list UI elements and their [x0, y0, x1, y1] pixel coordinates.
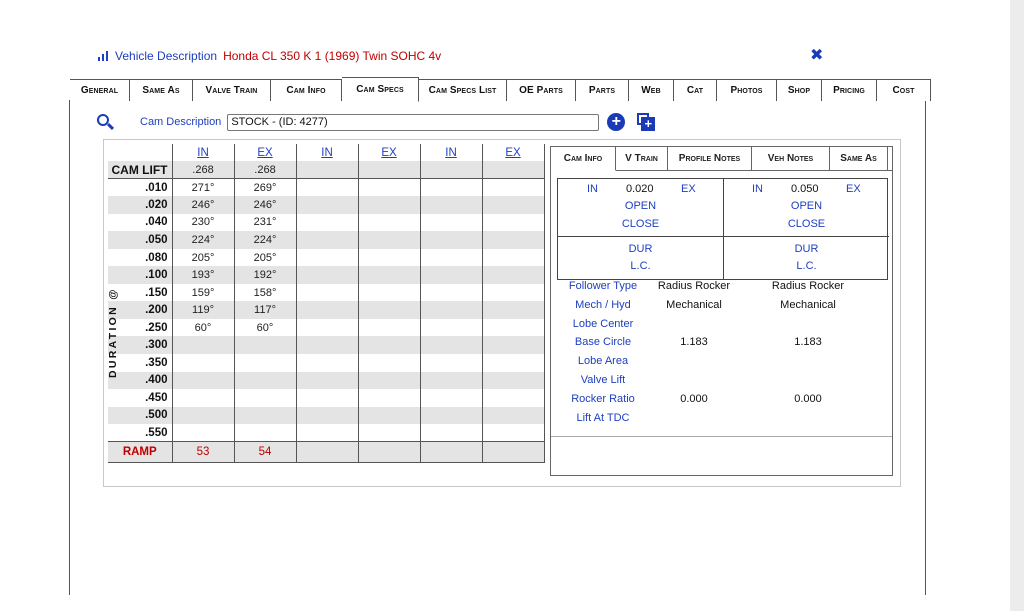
duration-lift-label: .010	[145, 181, 168, 194]
duration-cell[interactable]	[296, 354, 358, 372]
duration-cell[interactable]	[358, 284, 420, 302]
tab-cam-info[interactable]: Cam Info	[271, 80, 342, 101]
duration-cell[interactable]: 192°	[234, 266, 296, 284]
duration-cell[interactable]	[296, 196, 358, 214]
duration-row	[108, 284, 544, 302]
duration-row	[108, 319, 544, 337]
timing-left	[558, 179, 723, 279]
duration-cell[interactable]: 205°	[172, 249, 234, 267]
tab-shop[interactable]: Shop	[777, 80, 822, 101]
tab-cost[interactable]: Cost	[877, 80, 931, 101]
spec-row	[551, 393, 894, 412]
tab-parts[interactable]: Parts	[576, 80, 629, 101]
duration-cell[interactable]	[358, 266, 420, 284]
duration-cell[interactable]	[420, 266, 482, 284]
duration-cell[interactable]	[358, 424, 420, 442]
timing-right-lift: 0.050	[791, 183, 819, 195]
duration-cell[interactable]	[296, 266, 358, 284]
cam-info-panel	[550, 146, 893, 476]
duration-label: DURATION @	[107, 287, 119, 378]
spec-row	[551, 318, 894, 337]
duration-cell[interactable]	[482, 214, 544, 232]
tab-oe-parts[interactable]: OE Parts	[507, 80, 576, 101]
duration-cell[interactable]	[420, 372, 482, 390]
cam-lift-value[interactable]	[482, 161, 544, 179]
duration-row	[108, 424, 544, 442]
spec-row	[551, 374, 894, 393]
ramp-label: RAMP	[108, 442, 172, 463]
duration-cell[interactable]	[482, 319, 544, 337]
spec-value-ex[interactable]: 0.000	[794, 392, 822, 405]
col-header-in[interactable]: IN	[197, 146, 209, 159]
duration-cell[interactable]	[358, 319, 420, 337]
duration-cell[interactable]	[296, 179, 358, 197]
timing-right-dur: DUR	[794, 243, 819, 255]
spec-value-in[interactable]: 0.000	[680, 392, 708, 405]
spec-value-in[interactable]: Mechanical	[666, 298, 722, 311]
spec-label: Lobe Area	[577, 355, 629, 368]
tab-cat[interactable]: Cat	[674, 80, 717, 101]
duration-cell[interactable]	[420, 424, 482, 442]
spec-value-in[interactable]: Radius Rocker	[657, 280, 731, 292]
duration-cell[interactable]	[482, 196, 544, 214]
duration-cell[interactable]: 231°	[234, 214, 296, 232]
duration-cell[interactable]	[358, 231, 420, 249]
duration-cell[interactable]	[482, 301, 544, 319]
col-header-ex[interactable]: EX	[381, 146, 397, 159]
duration-cell[interactable]	[420, 336, 482, 354]
duration-lift-label: .500	[108, 407, 172, 425]
duration-cell[interactable]	[358, 179, 420, 197]
spec-value-ex[interactable]: 1.183	[794, 336, 822, 349]
spec-label: Follower Type	[568, 280, 638, 292]
duration-lift-label: .100	[108, 266, 172, 284]
timing-right-open: OPEN	[790, 200, 823, 212]
duration-row	[108, 231, 544, 249]
tab-valve-train[interactable]: Valve Train	[193, 80, 271, 101]
cam-lift-label: CAM LIFT	[108, 161, 172, 179]
timing-left-in: IN	[587, 183, 598, 195]
signal-bars-icon	[98, 51, 108, 61]
grid-col-header	[234, 144, 296, 161]
duration-cell[interactable]	[482, 179, 544, 197]
duration-row	[108, 354, 544, 372]
duration-cell[interactable]	[172, 407, 234, 425]
duration-cell[interactable]	[358, 389, 420, 407]
duration-cell[interactable]	[234, 424, 296, 442]
duration-cell[interactable]: 119°	[172, 301, 234, 319]
duration-cell[interactable]	[482, 266, 544, 284]
panel-tab-profile-notes[interactable]: Profile Notes	[668, 147, 752, 171]
vehicle-header	[98, 49, 441, 63]
duration-cell[interactable]: 205°	[234, 249, 296, 267]
duration-cell[interactable]	[358, 372, 420, 390]
duration-cell[interactable]	[296, 249, 358, 267]
duration-cell[interactable]	[420, 407, 482, 425]
copy-icon[interactable]: +	[637, 113, 655, 131]
cam-info-tabs	[551, 147, 892, 171]
duration-cell[interactable]	[234, 354, 296, 372]
duration-row	[108, 372, 544, 390]
tab-photos[interactable]: Photos	[717, 80, 777, 101]
cam-lift-value[interactable]	[420, 161, 482, 179]
duration-row	[108, 266, 544, 284]
duration-cell[interactable]	[234, 407, 296, 425]
duration-cell[interactable]	[358, 249, 420, 267]
search-icon[interactable]	[96, 113, 114, 131]
duration-cell[interactable]: 159°	[172, 284, 234, 302]
duration-cell[interactable]	[358, 407, 420, 425]
grid-header-row	[108, 144, 544, 161]
duration-cell[interactable]	[358, 336, 420, 354]
spec-row	[551, 336, 894, 355]
ramp-value[interactable]	[482, 442, 544, 463]
duration-cell[interactable]	[420, 319, 482, 337]
duration-lift-label: .080	[145, 251, 168, 264]
panel-tab-veh-notes[interactable]: Veh Notes	[752, 147, 830, 171]
duration-lift-label: .050	[108, 231, 172, 249]
duration-lift-label: .250	[145, 321, 168, 334]
duration-cell[interactable]: 246°	[172, 196, 234, 214]
timing-box	[557, 178, 888, 280]
duration-cell[interactable]: 117°	[234, 301, 296, 319]
tab-general[interactable]: General	[70, 80, 130, 101]
duration-cell[interactable]	[482, 231, 544, 249]
vehicle-description-value: Honda CL 350 K 1 (1969) Twin SOHC 4v	[223, 49, 442, 63]
panel-tab-cam-info[interactable]: Cam Info	[551, 147, 616, 171]
duration-cell[interactable]	[420, 179, 482, 197]
duration-cell[interactable]	[482, 372, 544, 390]
grid-col-header	[296, 144, 358, 161]
duration-cell[interactable]	[420, 231, 482, 249]
col-header-ex[interactable]: EX	[257, 146, 273, 159]
timing-right-ex: EX	[846, 183, 861, 195]
spec-label: Mech / Hyd	[575, 298, 631, 311]
duration-cell[interactable]: 60°	[172, 319, 234, 337]
spec-label: Rocker Ratio	[571, 392, 635, 405]
panel-tab-v-train[interactable]: V Train	[616, 147, 668, 171]
cam-lift-value[interactable]: .268	[234, 161, 296, 179]
cam-description-input[interactable]	[227, 114, 599, 131]
duration-cell[interactable]	[482, 354, 544, 372]
timing-right	[723, 179, 888, 279]
spec-row	[551, 280, 894, 299]
duration-cell[interactable]	[482, 284, 544, 302]
timing-right-in: IN	[752, 183, 763, 195]
spec-value-ex[interactable]: Radius Rocker	[771, 280, 845, 292]
tab-web[interactable]: Web	[629, 80, 674, 101]
duration-cell[interactable]: 269°	[234, 179, 296, 197]
duration-lift-label: .350	[145, 356, 168, 369]
duration-cell[interactable]	[296, 301, 358, 319]
duration-cell[interactable]	[358, 301, 420, 319]
duration-cell[interactable]	[234, 389, 296, 407]
duration-lift-label: .300	[108, 336, 172, 354]
spec-label: Valve Lift	[580, 373, 626, 386]
spec-row	[551, 412, 894, 431]
tab-pricing[interactable]: Pricing	[822, 80, 877, 101]
cam-description-row	[96, 112, 655, 132]
duration-grid	[108, 144, 545, 463]
cam-lift-value[interactable]: .268	[172, 161, 234, 179]
grid-corner	[108, 144, 172, 161]
duration-cell[interactable]	[358, 196, 420, 214]
spec-label: Lift At TDC	[576, 411, 630, 424]
duration-cell[interactable]	[420, 214, 482, 232]
main-tabs	[70, 79, 931, 101]
cam-lift-value[interactable]	[296, 161, 358, 179]
cam-description-label: Cam Description	[140, 116, 222, 128]
duration-cell[interactable]: 60°	[234, 319, 296, 337]
col-header-in[interactable]: IN	[321, 146, 333, 159]
duration-lift-label: .400	[108, 372, 172, 390]
vehicle-description-label: Vehicle Description	[115, 49, 218, 63]
tab-cam-specs[interactable]: Cam Specs	[342, 77, 419, 102]
ramp-value[interactable]	[358, 442, 420, 463]
ramp-value[interactable]	[296, 442, 358, 463]
duration-cell[interactable]: 193°	[172, 266, 234, 284]
duration-row	[108, 389, 544, 407]
cam-lift-value[interactable]	[358, 161, 420, 179]
spec-label: Lobe Center	[572, 317, 634, 330]
timing-left-lc: L.C.	[630, 260, 651, 272]
duration-cell[interactable]	[482, 424, 544, 442]
col-header-ex[interactable]: EX	[505, 146, 521, 159]
plus-circle-icon[interactable]: +	[607, 113, 625, 131]
duration-cell[interactable]: 224°	[234, 231, 296, 249]
duration-cell[interactable]	[296, 284, 358, 302]
close-icon[interactable]: ✖	[810, 47, 824, 64]
duration-cell[interactable]	[234, 372, 296, 390]
duration-row	[108, 196, 544, 214]
duration-row	[108, 407, 544, 425]
duration-cell[interactable]	[420, 249, 482, 267]
duration-cell[interactable]	[420, 389, 482, 407]
duration-cell[interactable]: 158°	[234, 284, 296, 302]
tab-cam-specs-list[interactable]: Cam Specs List	[419, 80, 507, 101]
duration-cell[interactable]	[296, 389, 358, 407]
duration-cell[interactable]	[296, 424, 358, 442]
duration-cell[interactable]	[296, 372, 358, 390]
timing-left-lift: 0.020	[626, 183, 654, 195]
duration-cell[interactable]	[482, 389, 544, 407]
duration-lift-label: .020	[108, 196, 172, 214]
duration-lift-label: .040	[145, 216, 168, 229]
ramp-value[interactable]: 53	[172, 442, 234, 463]
duration-lift-label: .450	[145, 391, 168, 404]
page-right-border	[925, 100, 926, 595]
timing-right-lc: L.C.	[796, 260, 817, 272]
duration-cell[interactable]	[296, 319, 358, 337]
duration-cell[interactable]	[296, 231, 358, 249]
duration-cell[interactable]	[358, 214, 420, 232]
spec-value-ex[interactable]: Mechanical	[780, 298, 836, 311]
duration-lift-label: .150	[145, 286, 168, 299]
duration-cell[interactable]	[234, 336, 296, 354]
duration-lift-label: .550	[145, 426, 168, 439]
duration-cell[interactable]: 230°	[172, 214, 234, 232]
timing-right-close: CLOSE	[787, 218, 826, 230]
cam-specs-list	[551, 280, 894, 430]
duration-row	[108, 179, 544, 197]
grid-col-header	[172, 144, 234, 161]
duration-cell[interactable]	[358, 354, 420, 372]
spec-row	[551, 299, 894, 318]
duration-cell[interactable]	[420, 301, 482, 319]
duration-lift-label: .200	[108, 301, 172, 319]
duration-row	[108, 301, 544, 319]
spec-value-in[interactable]: 1.183	[680, 336, 708, 349]
duration-cell[interactable]	[296, 214, 358, 232]
duration-cell[interactable]: 271°	[172, 179, 234, 197]
ramp-row	[108, 442, 544, 463]
duration-cell[interactable]	[420, 284, 482, 302]
page-left-border	[69, 100, 70, 595]
duration-row	[108, 249, 544, 267]
spec-label: Base Circle	[574, 336, 632, 349]
duration-cell[interactable]	[172, 424, 234, 442]
ramp-value[interactable]	[420, 442, 482, 463]
timing-left-close: CLOSE	[621, 218, 660, 230]
duration-cell[interactable]	[420, 354, 482, 372]
duration-cell[interactable]	[296, 336, 358, 354]
timing-divider	[558, 236, 889, 237]
grid-col-header	[358, 144, 420, 161]
tab-same-as[interactable]: Same As	[130, 80, 193, 101]
timing-left-open: OPEN	[624, 200, 657, 212]
duration-cell[interactable]	[172, 372, 234, 390]
duration-cell[interactable]: 246°	[234, 196, 296, 214]
col-header-in[interactable]: IN	[445, 146, 457, 159]
duration-cell[interactable]	[482, 407, 544, 425]
duration-cell[interactable]	[482, 249, 544, 267]
duration-cell[interactable]	[172, 354, 234, 372]
duration-cell[interactable]	[482, 336, 544, 354]
ramp-value[interactable]: 54	[234, 442, 296, 463]
duration-cell[interactable]: 224°	[172, 231, 234, 249]
specs-divider	[551, 436, 892, 437]
cam-lift-row	[108, 161, 544, 179]
duration-cell[interactable]	[296, 407, 358, 425]
timing-left-dur: DUR	[628, 243, 653, 255]
spec-row	[551, 355, 894, 374]
panel-tab-filler	[888, 147, 892, 171]
duration-row	[108, 214, 544, 232]
duration-cell[interactable]	[172, 336, 234, 354]
duration-row	[108, 336, 544, 354]
panel-tab-same-as[interactable]: Same As	[830, 147, 888, 171]
grid-col-header	[482, 144, 544, 161]
grid-col-header	[420, 144, 482, 161]
timing-left-ex: EX	[681, 183, 696, 195]
duration-cell[interactable]	[172, 389, 234, 407]
duration-cell[interactable]	[420, 196, 482, 214]
